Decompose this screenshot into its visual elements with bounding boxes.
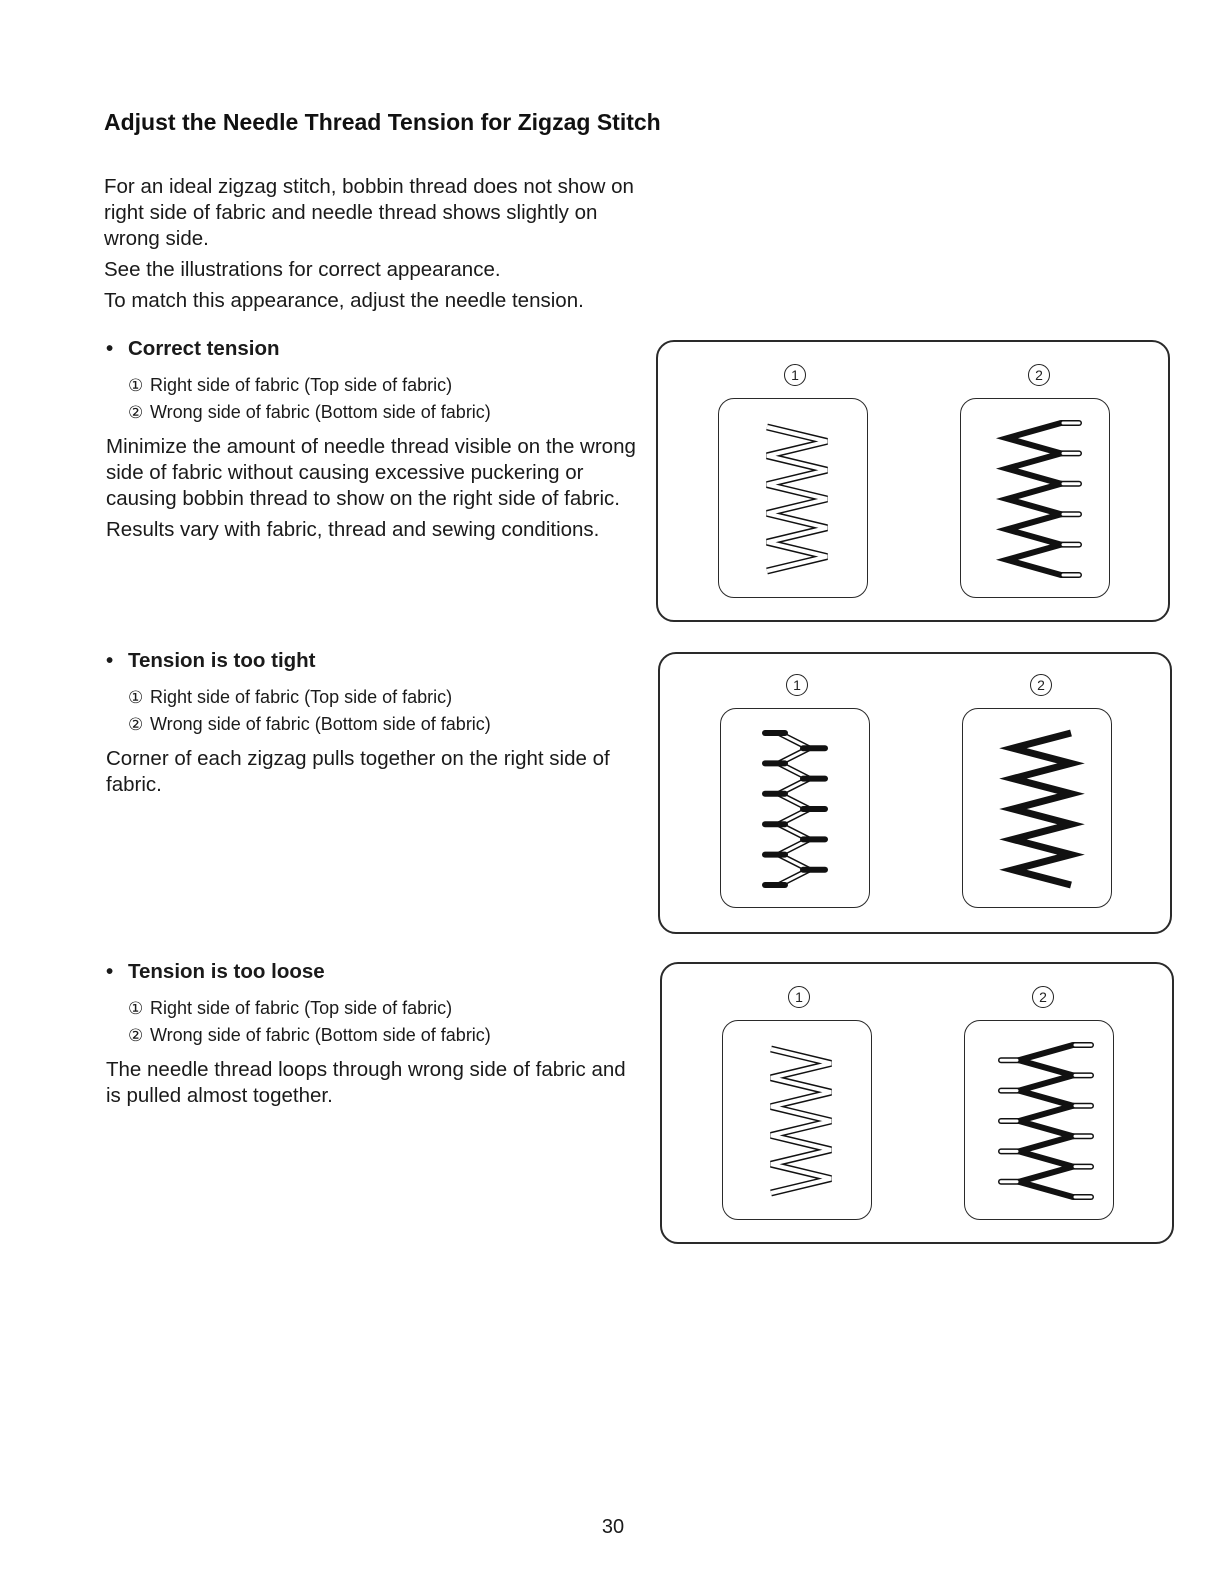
label-right-side: 1	[788, 986, 810, 1008]
label-right-side: 1	[784, 364, 806, 386]
legend-text: Right side of fabric (Top side of fabric)	[150, 687, 453, 707]
diagram-tension-too-loose	[660, 962, 1174, 1244]
thread-solid	[1019, 1045, 1073, 1197]
legend-number: ②	[128, 1026, 144, 1045]
label-wrong-side: 2	[1032, 986, 1054, 1008]
label-wrong-side: 2	[1030, 674, 1052, 696]
zigzag-stitch-illustration	[719, 399, 869, 599]
fabric-swatch-right-side	[718, 398, 868, 598]
legend-text: Right side of fabric (Top side of fabric)	[150, 998, 453, 1018]
section-tension-too-tight	[106, 648, 636, 803]
section-heading	[106, 336, 636, 362]
section-description	[106, 1057, 646, 1109]
legend-text: Right side of fabric (Top side of fabric)	[150, 375, 453, 395]
description-paragraph: Corner of each zigzag pulls together on the right side of fabric.	[106, 747, 610, 796]
legend-item	[128, 1022, 646, 1049]
legend-text: Wrong side of fabric (Bottom side of fabric)	[150, 714, 491, 734]
section-correct-tension	[106, 336, 636, 548]
legend-number: ②	[128, 403, 144, 422]
bullet-icon: •	[106, 649, 114, 672]
section-heading	[106, 959, 646, 985]
legend-text: Wrong side of fabric (Bottom side of fabric)	[150, 402, 491, 422]
description-paragraph: Minimize the amount of needle thread visible on the wrong side of fabric without causing excessive puckering or causing bobbin thread to show on the right side of fabric.	[106, 435, 636, 510]
intro-paragraph: To match this appearance, adjust the needle tension.	[104, 289, 584, 312]
zigzag-stitch-illustration	[973, 1021, 1123, 1221]
legend-item	[128, 399, 636, 426]
legend-number: ②	[128, 715, 144, 734]
legend-item	[128, 684, 636, 711]
section-heading-text: Tension is too loose	[128, 960, 325, 983]
legend-number: ①	[128, 688, 144, 707]
page-title: Adjust the Needle Thread Tension for Zigzag Stitch	[104, 109, 661, 135]
legend	[128, 995, 646, 1049]
legend-number: ①	[128, 999, 144, 1018]
bullet-icon: •	[106, 960, 114, 983]
section-tension-too-loose	[106, 959, 646, 1114]
fabric-swatch-wrong-side	[962, 708, 1112, 908]
zigzag-stitch-illustration	[961, 399, 1111, 599]
diagram-tension-too-tight	[658, 652, 1172, 934]
fabric-swatch-wrong-side	[960, 398, 1110, 598]
diagram-correct-tension	[656, 340, 1170, 622]
label-right-side: 1	[786, 674, 808, 696]
section-description	[106, 746, 636, 798]
legend-number: ①	[128, 376, 144, 395]
legend-text: Wrong side of fabric (Bottom side of fabric)	[150, 1025, 491, 1045]
intro-paragraph: See the illustrations for correct appearance.	[104, 258, 501, 281]
zigzag-stitch-illustration	[723, 1021, 873, 1221]
zigzag-stitch-illustration	[963, 709, 1113, 909]
fabric-swatch-wrong-side	[964, 1020, 1114, 1220]
bullet-icon: •	[106, 337, 114, 360]
legend-item	[128, 372, 636, 399]
description-paragraph: Results vary with fabric, thread and sewing conditions.	[106, 518, 600, 541]
intro-paragraph: For an ideal zigzag stitch, bobbin thread does not show on right side of fabric and needle thread shows slightly on wrong side.	[104, 175, 634, 250]
section-description	[106, 434, 636, 543]
section-heading	[106, 648, 636, 674]
thread-solid	[1013, 733, 1071, 885]
legend-item	[128, 711, 636, 738]
label-wrong-side: 2	[1028, 364, 1050, 386]
legend-item	[128, 995, 646, 1022]
fabric-swatch-right-side	[722, 1020, 872, 1220]
description-paragraph: The needle thread loops through wrong side of fabric and is pulled almost together.	[106, 1058, 626, 1107]
legend	[128, 684, 636, 738]
page-number: 30	[601, 1516, 625, 1538]
legend	[128, 372, 636, 426]
section-heading-text: Tension is too tight	[128, 649, 316, 672]
thread-solid	[1007, 423, 1061, 575]
zigzag-stitch-illustration	[721, 709, 871, 909]
intro-text	[104, 174, 644, 319]
section-heading-text: Correct tension	[128, 337, 280, 360]
fabric-swatch-right-side	[720, 708, 870, 908]
